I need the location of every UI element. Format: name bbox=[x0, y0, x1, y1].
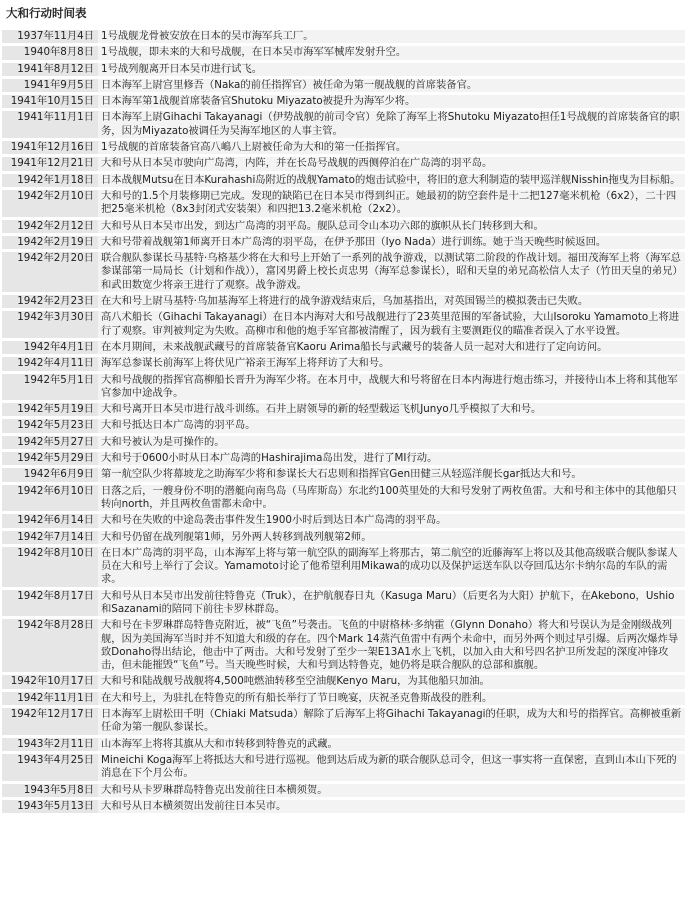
timeline-row bbox=[2, 79, 685, 92]
row-event: 大和号从日本吴市出发，到达广岛湾的羽平岛。舰队总司令山本功六郎的旗帜从长门转移到大和。 bbox=[98, 220, 685, 233]
timeline-row bbox=[2, 374, 685, 401]
timeline-row bbox=[2, 738, 685, 751]
row-event: 日落之后，一艘身份不明的潜艇向南鸟岛（马库斯岛）东北约100英里处的大和号发射了两枚鱼雷。大和号和主体中的其他船只转向north，并且两枚鱼雷都未命中。 bbox=[98, 485, 685, 512]
row-event: 大和号离开日本吴市进行战斗训练。石井上尉领导的新的轻型载运飞机Junyo几乎模拟了大和号。 bbox=[98, 403, 685, 416]
page-title: 大和行动时间表 bbox=[6, 6, 87, 20]
timeline-row bbox=[2, 708, 685, 735]
row-event: 大和号从日本横须贺出发前往日本吴市。 bbox=[98, 800, 685, 813]
row-event: 大和号抵达日本广岛湾的羽平岛。 bbox=[98, 419, 685, 432]
timeline-row bbox=[2, 754, 685, 781]
row-event: 日本海军上尉宫里修吾（Naka的前任指挥官）被任命为第一舰战舰的首席装备官。 bbox=[98, 79, 685, 92]
row-date: 1942年8月28日 bbox=[2, 619, 98, 672]
row-date: 1942年2月19日 bbox=[2, 236, 98, 249]
timeline-row bbox=[2, 190, 685, 217]
timeline-row bbox=[2, 800, 685, 813]
timeline-row bbox=[2, 174, 685, 187]
timeline-row bbox=[2, 46, 685, 59]
row-event: 联合舰队参谋长马基特·乌格基少将在大和号上开始了一系列的战争游戏，以测试第二阶段的作战计划。福田茂海军上将（海军总参谋部第一局局长（计划和作战）），富冈男爵上校长贞忠男（海军总参谋长），昭和天皇的弟兄高松信人太子（竹田天皇的弟兄）和武田数宽少将亲王进行了观察。战争游戏。 bbox=[98, 252, 685, 292]
timeline-row bbox=[2, 436, 685, 449]
timeline-row bbox=[2, 157, 685, 170]
row-date: 1942年4月1日 bbox=[2, 341, 98, 354]
row-event: 大和号从日本吴市出发前往特鲁克（Truk），在护航舰春日丸（Kasuga Maru）（后更名为大阳）护航下，在Akebono，Ushio和Sazanami的陪同下前往卡罗林群岛。 bbox=[98, 590, 685, 617]
row-event: 在大和号上尉马基特·乌加基海军上将进行的战争游戏结束后，乌加基指出，对英国锡兰的模拟袭击已失败。 bbox=[98, 295, 685, 308]
row-date: 1941年9月5日 bbox=[2, 79, 98, 92]
row-event: 在本月期间，未来战舰武藏号的首席装备官Kaoru Arima船长与武藏号的装备人员一起对大和进行了定向访问。 bbox=[98, 341, 685, 354]
row-date: 1942年6月10日 bbox=[2, 485, 98, 512]
timeline-row bbox=[2, 341, 685, 354]
timeline-row bbox=[2, 784, 685, 797]
row-event: 日本海军上尉松田千明（Chiaki Matsuda）解除了后海军上将Gihachi Takayanagi的任职，成为大和号的指挥官。高柳被重新任命为第一舰队参谋长。 bbox=[98, 708, 685, 735]
row-date: 1942年5月1日 bbox=[2, 374, 98, 401]
row-date: 1942年2月23日 bbox=[2, 295, 98, 308]
row-date: 1941年12月21日 bbox=[2, 157, 98, 170]
timeline-row bbox=[2, 141, 685, 154]
row-date: 1942年2月20日 bbox=[2, 252, 98, 292]
row-event: 大和号从卡罗琳群岛特鲁克出发前往日本横须贺。 bbox=[98, 784, 685, 797]
timeline-row bbox=[2, 403, 685, 416]
timeline-body bbox=[2, 30, 685, 813]
row-date: 1941年8月12日 bbox=[2, 63, 98, 76]
row-date: 1942年5月29日 bbox=[2, 452, 98, 465]
timeline-row bbox=[2, 252, 685, 292]
row-date: 1943年2月11日 bbox=[2, 738, 98, 751]
timeline-row bbox=[2, 220, 685, 233]
row-date: 1940年8月8日 bbox=[2, 46, 98, 59]
row-event: 大和号在失败的中途岛袭击事件发生1900小时后到达日本广岛湾的羽平岛。 bbox=[98, 514, 685, 527]
timeline-row bbox=[2, 619, 685, 672]
row-event: 在大和号上，为驻扎在特鲁克的所有船长举行了节日晚宴，庆祝圣克鲁斯战役的胜利。 bbox=[98, 692, 685, 705]
row-event: 海军总参谋长前海军上将伏见广裕亲王海军上将拜访了大和号。 bbox=[98, 357, 685, 370]
row-date: 1942年4月11日 bbox=[2, 357, 98, 370]
row-date: 1942年7月14日 bbox=[2, 531, 98, 544]
row-date: 1942年2月12日 bbox=[2, 220, 98, 233]
row-date: 1942年3月30日 bbox=[2, 311, 98, 338]
timeline-row bbox=[2, 675, 685, 688]
row-event: 大和号被认为是可操作的。 bbox=[98, 436, 685, 449]
row-event: 大和号的1.5个月装修期已完成。发现的缺陷已在日本吴市得到纠正。她最初的防空套件是十二把127毫米机枪（6x2），二十四把25毫米机枪（8x3封闭式安装架）和四把13.2毫米机枪（2x2）。 bbox=[98, 190, 685, 217]
timeline-row bbox=[2, 95, 685, 108]
timeline-row bbox=[2, 485, 685, 512]
timeline-row bbox=[2, 295, 685, 308]
row-date: 1942年12月17日 bbox=[2, 708, 98, 735]
row-event: Mineichi Koga海军上将抵达大和号进行巡视。他到达后成为新的联合舰队总司令，但这一事实将一直保密，直到山本山下死的消息在下个月公布。 bbox=[98, 754, 685, 781]
row-date: 1941年11月1日 bbox=[2, 111, 98, 138]
row-date: 1942年6月9日 bbox=[2, 468, 98, 481]
timeline-row bbox=[2, 236, 685, 249]
timeline-row bbox=[2, 468, 685, 481]
row-date: 1942年5月27日 bbox=[2, 436, 98, 449]
timeline-row bbox=[2, 111, 685, 138]
timeline-row bbox=[2, 419, 685, 432]
row-date: 1942年5月19日 bbox=[2, 403, 98, 416]
row-event: 在日本广岛湾的羽平岛，山本海军上将与第一航空队的副海军上将那古，第二航空的近藤海军上将以及其他高级联合舰队参谋人员在大和号上举行了会议。Yamamoto讨论了他希望利用Mikawa的成功以及保护运送车队以夺回瓜达尔卡纳尔岛的车队的需求。 bbox=[98, 547, 685, 587]
row-event: 1号战舰龙骨被安放在日本的吴市海军兵工厂。 bbox=[98, 30, 685, 43]
timeline-row bbox=[2, 30, 685, 43]
row-date: 1942年2月10日 bbox=[2, 190, 98, 217]
timeline-row bbox=[2, 547, 685, 587]
row-event: 大和号从日本吴市驶向广岛湾，内阵，并在长岛号战舰的西侧停泊在广岛湾的羽平岛。 bbox=[98, 157, 685, 170]
timeline-row bbox=[2, 514, 685, 527]
timeline-row bbox=[2, 311, 685, 338]
row-date: 1942年1月18日 bbox=[2, 174, 98, 187]
row-event: 第一航空队少将幕坡龙之助海军少将和参谋长大石忠则和指挥官Gen田健三从轻巡洋舰长gar抵达大和号。 bbox=[98, 468, 685, 481]
row-date: 1937年11月4日 bbox=[2, 30, 98, 43]
row-event: 大和号带着战舰第1师离开日本广岛湾的羽平岛，在伊予那田（Iyo Nada）进行训练。她于当天晚些时候返回。 bbox=[98, 236, 685, 249]
row-event: 1号战列舰离开日本吴市进行试飞。 bbox=[98, 63, 685, 76]
row-event: 日本战舰Mutsu在日本Kurahashi岛附近的战舰Yamato的炮击试验中，将旧的意大利制造的装甲巡洋舰Nisshin拖曳为目标船。 bbox=[98, 174, 685, 187]
row-event: 大和号在卡罗琳群岛特鲁克附近，被“飞鱼”号袭击。飞鱼的中尉格林·多纳霍（Glynn Donaho）将大和号误认为是金刚级战列舰，因为美国海军当时并不知道大和级的存在。四个Mark 14蒸汽鱼雷中有两个未命中，而另外两个则过早引爆。后两次爆炸导致Donaho得出结论，他击中了两击。大和号发射了至少一架E13A1水上飞机，以加入由大和号四名护卫所发起的深度冲锋攻击，但未能摧毁“飞鱼”号。当天晚些时候，大和号到达特鲁克，她仍将是联合舰队的总部和旗舰。 bbox=[98, 619, 685, 672]
row-date: 1942年6月14日 bbox=[2, 514, 98, 527]
timeline-row bbox=[2, 357, 685, 370]
row-event: 大和号战舰的指挥官高柳船长晋升为海军少将。在本月中，战舰大和号将留在日本内海进行炮击练习，并接待山本上将和其他军官参加中途战争。 bbox=[98, 374, 685, 401]
row-event: 大和号于0600小时从日本广岛湾的Hashirajima岛出发，进行了MI行动。 bbox=[98, 452, 685, 465]
row-event: 日本海军第1战舰首席装备官Shutoku Miyazato被提升为海军少将。 bbox=[98, 95, 685, 108]
row-event: 大和号仍留在战列舰第1师，另外两人转移到战列舰第2师。 bbox=[98, 531, 685, 544]
row-event: 1号战舰的首席装备官高八嶋八上尉被任命为大和的第一任指挥官。 bbox=[98, 141, 685, 154]
timeline-row bbox=[2, 452, 685, 465]
timeline-row bbox=[2, 692, 685, 705]
timeline-row bbox=[2, 590, 685, 617]
row-date: 1942年11月1日 bbox=[2, 692, 98, 705]
row-date: 1941年10月15日 bbox=[2, 95, 98, 108]
timeline-row bbox=[2, 531, 685, 544]
row-date: 1941年12月16日 bbox=[2, 141, 98, 154]
row-date: 1942年10月17日 bbox=[2, 675, 98, 688]
row-event: 大和号和陆战舰号战舰将4,500吨燃油转移至空油舰Kenyo Maru，为其他船只加油。 bbox=[98, 675, 685, 688]
row-date: 1943年4月25日 bbox=[2, 754, 98, 781]
row-date: 1942年5月23日 bbox=[2, 419, 98, 432]
timeline-row bbox=[2, 63, 685, 76]
row-date: 1942年8月17日 bbox=[2, 590, 98, 617]
row-event: 山本海军上将将其旗从大和市转移到特鲁克的武藏。 bbox=[98, 738, 685, 751]
timeline-table bbox=[2, 27, 685, 816]
row-event: 高八术船长（Gihachi Takayanagi）在日本内海对大和号战舰进行了23英里范围的军备试验，大山Isoroku Yamamoto上将进行了观察。审判被判定为失败。高柳市和他的炮手军官都被清醒了，因为载有主要测距仪的瞄准者误入了水平设置。 bbox=[98, 311, 685, 338]
row-date: 1943年5月8日 bbox=[2, 784, 98, 797]
row-event: 日本海军上尉Gihachi Takayanagi（伊势战舰的前司令官）免除了海军上将Shutoku Miyazato担任1号战舰的首席装备官的职务，因为Miyazato被调任为吴海军地区的人事主管。 bbox=[98, 111, 685, 138]
row-date: 1942年8月10日 bbox=[2, 547, 98, 587]
row-date: 1943年5月13日 bbox=[2, 800, 98, 813]
row-event: 1号战舰，即未来的大和号战舰，在日本吴市海军军械库发射升空。 bbox=[98, 46, 685, 59]
